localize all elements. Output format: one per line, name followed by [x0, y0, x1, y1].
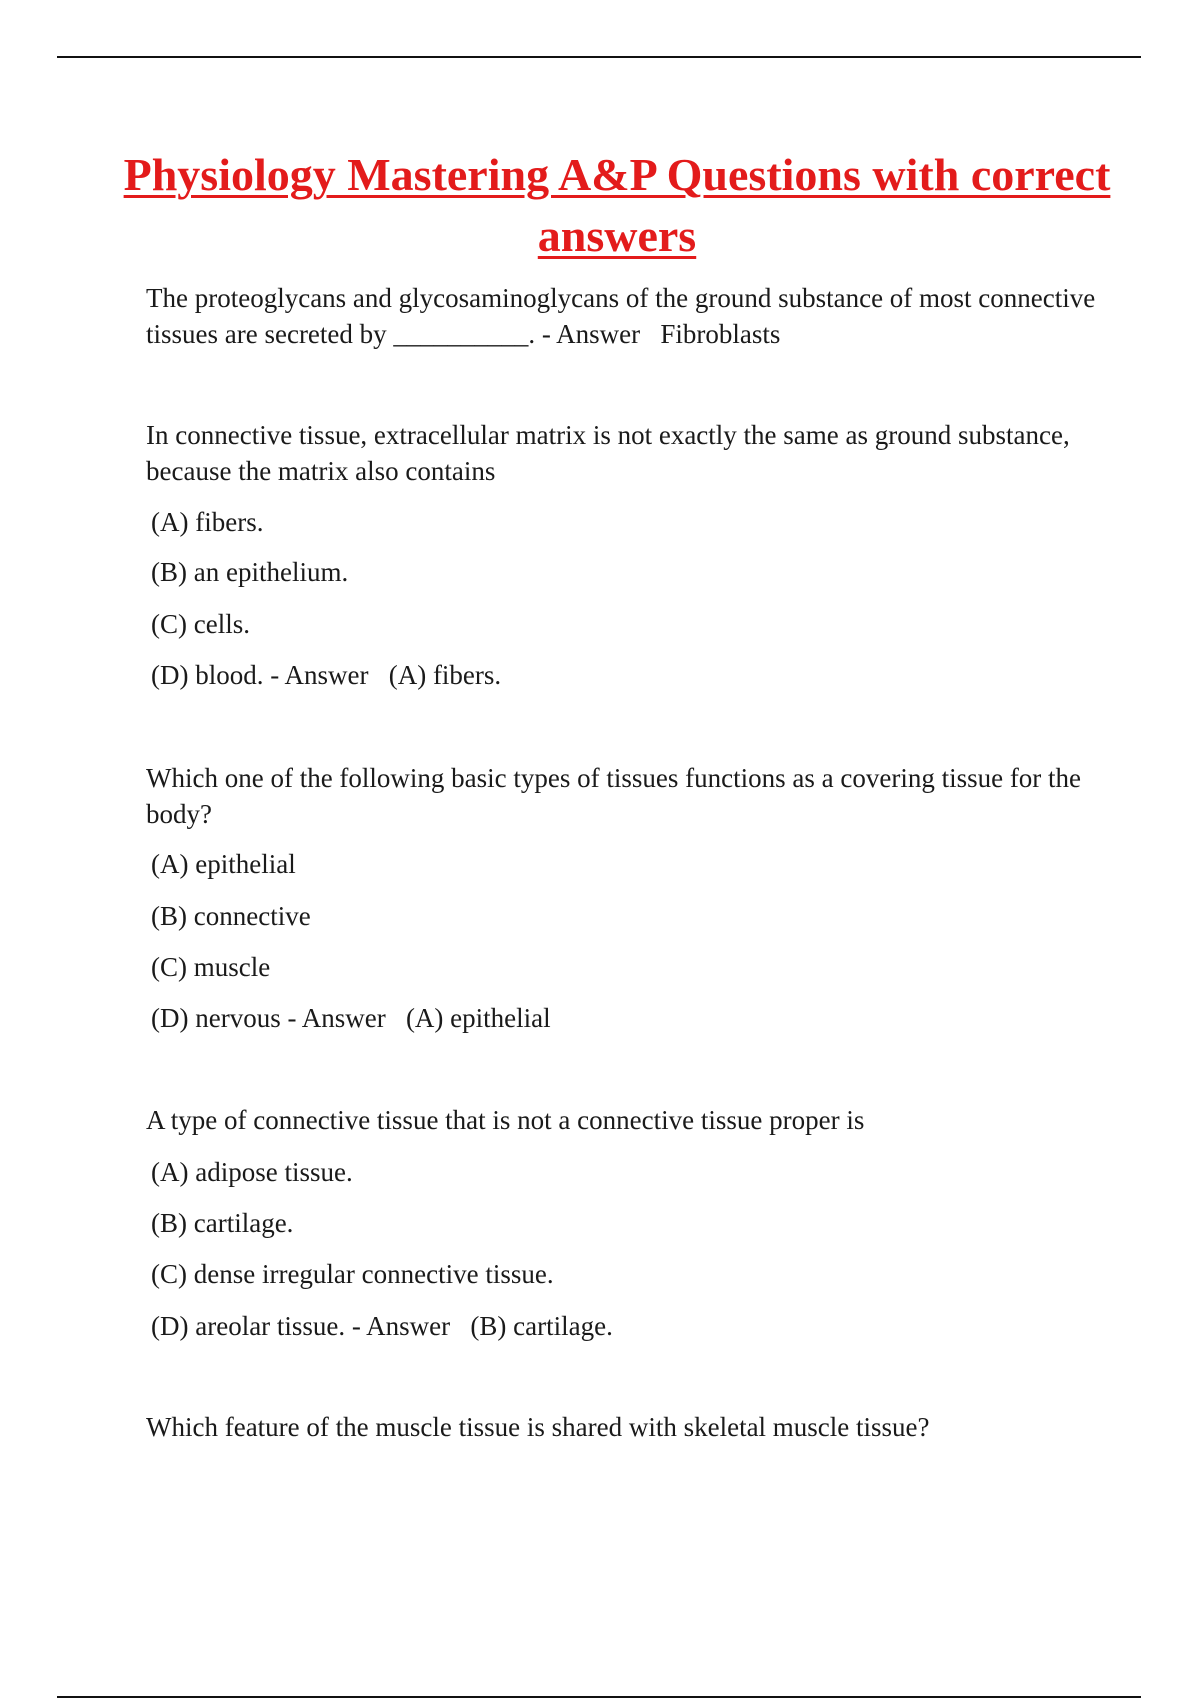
question-4-option-a: (A) adipose tissue. — [151, 1157, 353, 1187]
question-3-option-c: (C) muscle — [151, 952, 271, 982]
question-2-option-b: (B) an epithelium. — [151, 557, 349, 587]
question-2-option-d: (D) blood. - Answer (A) fibers. — [151, 660, 502, 690]
top-rule — [57, 56, 1141, 58]
question-3-option-b: (B) connective — [151, 901, 311, 931]
question-4-text: A type of connective tissue that is not a connective tissue proper is — [146, 1105, 865, 1135]
bottom-rule — [57, 1696, 1141, 1698]
question-5-text: Which feature of the muscle tissue is shared with skeletal muscle tissue? — [146, 1412, 930, 1442]
question-3-option-a: (A) epithelial — [151, 849, 296, 879]
question-3-text: Which one of the following basic types of tissues functions as a covering tissue for the body? — [146, 763, 1088, 829]
document-title: Physiology Mastering A&P Questions with correct answers — [123, 149, 1111, 261]
question-2-option-a: (A) fibers. — [151, 507, 264, 537]
question-4-option-b: (B) cartilage. — [151, 1208, 294, 1238]
question-4-option-c: (C) dense irregular connective tissue. — [151, 1259, 554, 1289]
question-2-text: In connective tissue, extracellular matrix is not exactly the same as ground substance, because the matrix also contains — [146, 420, 1077, 486]
question-1-text: The proteoglycans and glycosaminoglycans of the ground substance of most connective tissues are secreted by __________. - Answer Fibroblasts — [146, 283, 1102, 349]
question-2-option-c: (C) cells. — [151, 609, 250, 639]
question-3-option-d: (D) nervous - Answer (A) epithelial — [151, 1003, 551, 1033]
question-4-option-d: (D) areolar tissue. - Answer (B) cartilage. — [151, 1311, 613, 1341]
